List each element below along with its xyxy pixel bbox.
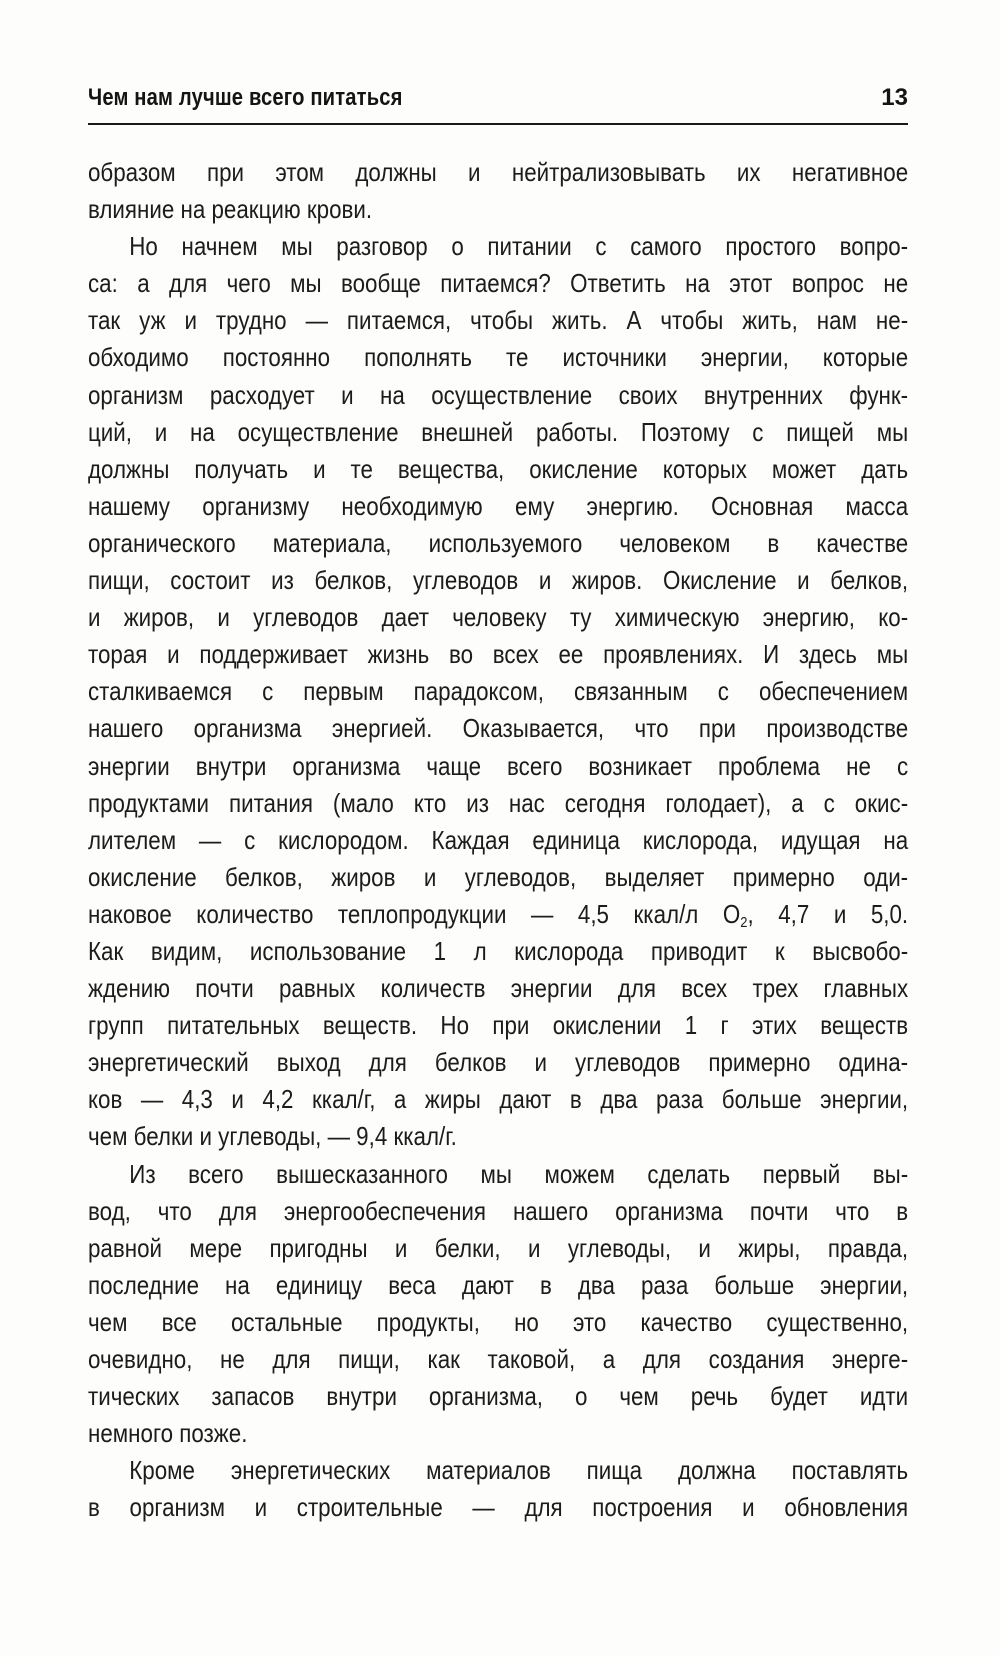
header-rule bbox=[88, 123, 908, 125]
text-line: очевидно, не для пищи, как таковой, а для создания энерге- bbox=[88, 1344, 909, 1374]
text-line: тических запасов внутри организма, о чем речь будет идти bbox=[88, 1381, 909, 1412]
text-line: в организм и строительные — для построения и обновления bbox=[88, 1492, 909, 1523]
text-line: ждению почти равных количеств энергии для всех трех главных bbox=[88, 973, 909, 1004]
text-line: ков — 4,3 и 4,2 ккал/г, а жиры дают в два раза больше энергии, bbox=[88, 1084, 909, 1115]
text-line: так уж и трудно — питаемся, чтобы жить. А чтобы жить, нам не- bbox=[88, 305, 909, 336]
text-line: продуктами питания (мало кто из нас сегодня голодает), а с окис- bbox=[88, 787, 909, 818]
subscript: 2 bbox=[740, 913, 748, 931]
page-number: 13 bbox=[881, 84, 908, 111]
text-line: чем все остальные продукты, но это качество существенно, bbox=[88, 1306, 909, 1337]
text-line: сталкиваемся с первым парадоксом, связанным с обеспечением bbox=[88, 676, 909, 707]
text-line: пищи, состоит из белков, углеводов и жиров. Окисление и белков, bbox=[88, 565, 909, 596]
text-line: наковое количество теплопродукции — 4,5 ккал/л $O_2$, 4,7 и 5,0. bbox=[88, 898, 909, 931]
text-line: образом при этом должны и нейтрализовывать их негативное bbox=[88, 157, 909, 187]
text-line: и жиров, и углеводов дает человеку ту химическую энергию, ко- bbox=[88, 602, 909, 633]
text-line: нашему организму необходимую ему энергию. Основная масса bbox=[88, 490, 909, 521]
text-line: ций, и на осуществление внешней работы. Поэтому с пищей мы bbox=[88, 416, 909, 447]
text-line: окисление белков, жиров и углеводов, выделяет примерно оди- bbox=[88, 861, 909, 892]
text-line: энергетический выход для белков и углеводов примерно одина- bbox=[88, 1047, 909, 1078]
text-line: торая и поддерживает жизнь во всех ее проявлениях. И здесь мы bbox=[88, 639, 909, 670]
running-head: Чем нам лучше всего питаться bbox=[88, 84, 403, 111]
text-line: лителем — с кислородом. Каждая единица кислорода, идущая на bbox=[88, 824, 909, 855]
text-line: должны получать и те вещества, окисление которых может дать bbox=[88, 453, 909, 484]
text-line: Но начнем мы разговор о питании с самого простого вопро- bbox=[129, 231, 909, 262]
body-text bbox=[88, 154, 908, 1526]
text-line: обходимо постоянно пополнять те источники энергии, которые bbox=[88, 342, 909, 373]
text-line: последние на единицу веса дают в два раза больше энергии, bbox=[88, 1269, 909, 1300]
text-line: нашего организма энергией. Оказывается, что при производстве bbox=[88, 713, 909, 744]
text-line: равной мере пригодны и белки, и углеводы, и жиры, правда, bbox=[88, 1232, 909, 1263]
text-line: органического материала, используемого человеком в качестве bbox=[88, 527, 909, 558]
text-line: чем белки и углеводы, — 9,4 ккал/г. bbox=[88, 1121, 457, 1152]
text-line: немного позже. bbox=[88, 1418, 248, 1449]
text-line: Из всего вышесказанного мы можем сделать первый вы- bbox=[129, 1158, 909, 1189]
text-line: Кроме энергетических материалов пища должна поставлять bbox=[129, 1455, 909, 1486]
text-line: организм расходует и на осуществление своих внутренних функ- bbox=[88, 379, 909, 410]
page-header bbox=[88, 78, 908, 128]
text-line: энергии внутри организма чаще всего возникает проблема не с bbox=[88, 750, 909, 781]
text-line: са: а для чего мы вообще питаемся? Ответить на этот вопрос не bbox=[88, 268, 909, 299]
text-line: вод, что для энергообеспечения нашего организма почти что в bbox=[88, 1195, 909, 1226]
text-line: групп питательных веществ. Но при окислении 1 г этих веществ bbox=[88, 1010, 909, 1041]
text-line: влияние на реакцию крови. bbox=[88, 194, 373, 225]
text-line: Как видим, использование 1 л кислорода приводит к высвобо- bbox=[88, 935, 909, 966]
